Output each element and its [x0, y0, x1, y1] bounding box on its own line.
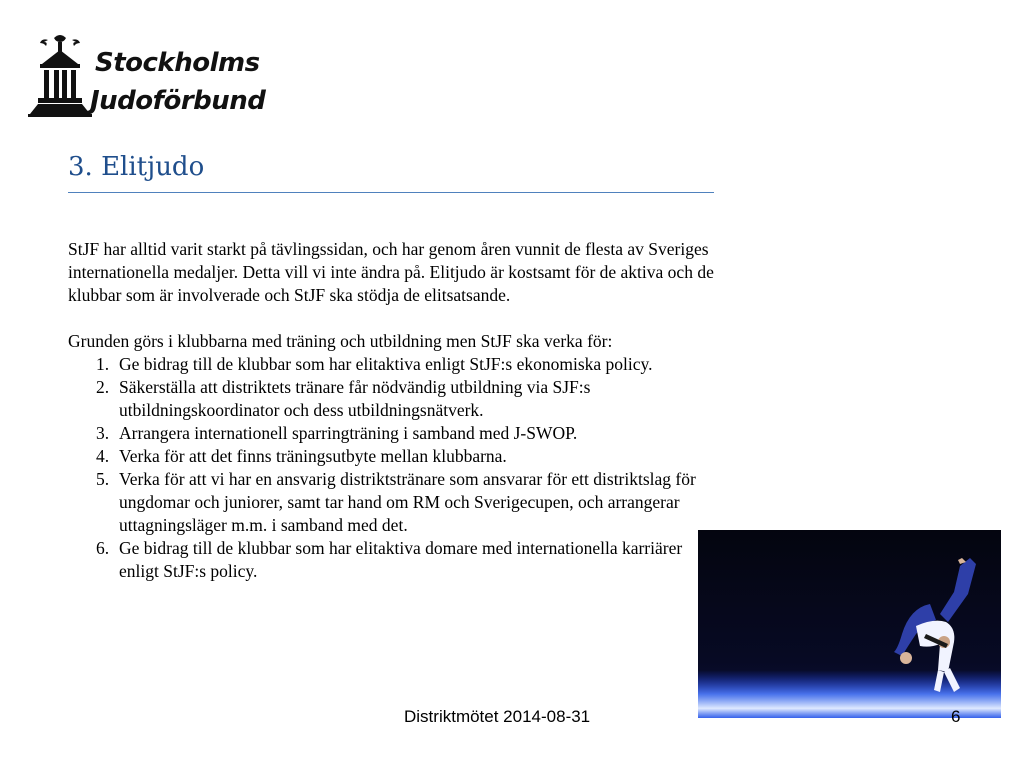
slide-body	[68, 238, 718, 583]
footer-text: Distriktmötet 2014-08-31	[404, 707, 591, 726]
logo-text-line1: Stockholms	[95, 48, 260, 78]
list-item-number: 6.	[96, 538, 110, 558]
judo-throw-photo	[698, 530, 1001, 718]
list-item-number: 2.	[96, 377, 110, 397]
list-item-text: Ge bidrag till de klubbar som har elitaktiva enligt StJF:s ekonomiska policy.	[119, 354, 653, 374]
list-item	[68, 353, 718, 376]
organization-logo	[28, 34, 268, 126]
lead-paragraph: Grunden görs i klubbarna med träning och utbildning men StJF ska verka för:	[68, 331, 613, 351]
list-item-number: 4.	[96, 446, 110, 466]
list-item-text: Ge bidrag till de klubbar som har elitaktiva domare med internationella karriärer enligt StJF:s policy.	[119, 538, 683, 581]
title-divider	[68, 192, 714, 193]
list-item	[68, 468, 718, 537]
page-number: 6	[951, 707, 961, 726]
list-item-number: 3.	[96, 423, 110, 443]
intro-paragraph: StJF har alltid varit starkt på tävlingssidan, och har genom åren vunnit de flesta av Sveriges internationella medaljer. Detta vill vi inte ändra på. Elitjudo är kostsamt för de aktiva och de klubbar som är involverade och StJF ska stödja de elitsatsande.	[68, 239, 714, 305]
slide-title: 3. Elitjudo	[68, 152, 205, 182]
list-item-number: 5.	[96, 469, 110, 489]
list-item-text: Verka för att det finns träningsutbyte mellan klubbarna.	[119, 446, 507, 466]
list-item	[68, 422, 718, 445]
pavilion-emblem-icon	[28, 34, 92, 120]
list-item	[68, 376, 718, 422]
list-item	[68, 445, 718, 468]
list-item-text: Säkerställa att distriktets tränare får nödvändig utbildning via SJF:s utbildningskoordinator och dess utbildningsnätverk.	[119, 377, 591, 420]
goal-list	[68, 353, 718, 583]
list-item	[68, 537, 718, 583]
list-item-number: 1.	[96, 354, 110, 374]
list-item-text: Arrangera internationell sparringträning i samband med J-SWOP.	[119, 423, 578, 443]
list-item-text: Verka för att vi har en ansvarig distriktstränare som ansvarar för ett distriktslag för ungdomar och juniorer, samt tar hand om RM och Sverigecupen, och arrangerar uttagningsläger m.m. i samband med det.	[119, 469, 696, 535]
logo-text-line2: Judoförbund	[90, 86, 266, 116]
